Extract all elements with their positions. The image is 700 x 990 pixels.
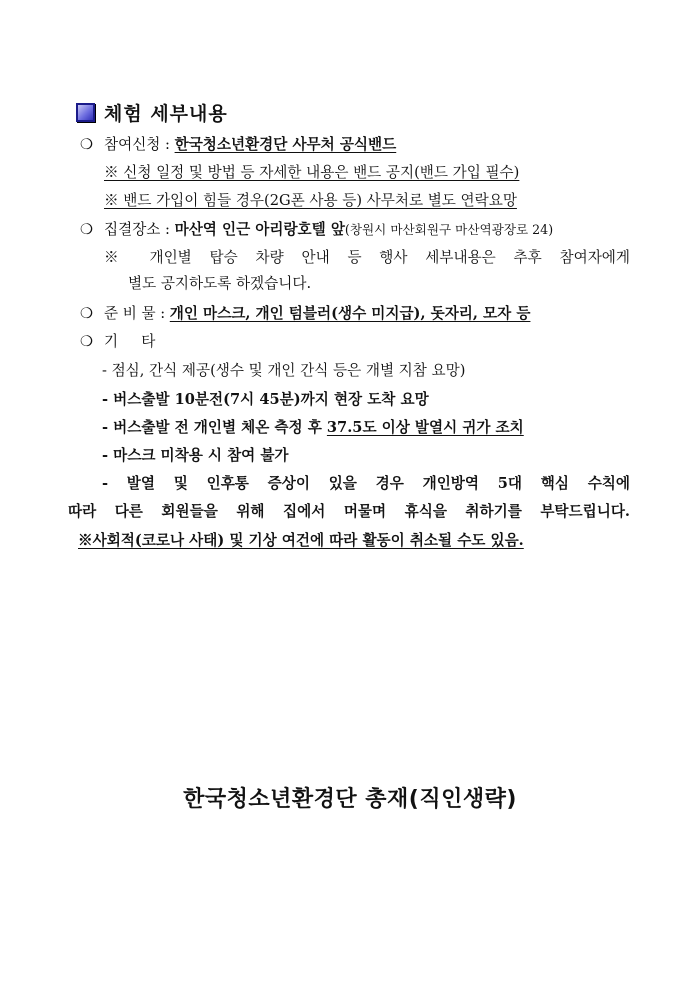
section-heading — [76, 99, 228, 126]
etc-item-mask: - 마스크 미착용 시 참여 불가 — [102, 447, 289, 464]
supplies-line — [80, 304, 530, 324]
etc-item-temperature — [102, 418, 524, 438]
meeting-address: (창원시 마산회원구 마산역광장로 24) — [344, 222, 554, 237]
meeting-line — [80, 220, 553, 240]
etc-line — [80, 332, 155, 352]
meeting-label: 집결장소 : — [104, 221, 175, 238]
organization-signature: 한국청소년환경단 총재(직인생략) — [183, 787, 517, 812]
meeting-note-2: 별도 공지하도록 하겠습니다. — [128, 275, 312, 292]
circle-bullet-icon: ❍ — [80, 333, 94, 350]
etc-item-symptoms-1: - 발열 및 인후통 증상이 있을 경우 개인방역 5대 핵심 수칙에 — [102, 475, 630, 492]
section-title: 체험 세부내용 — [104, 103, 228, 125]
etc-item-lunch: - 점심, 간식 제공(생수 및 개인 간식 등은 개별 지참 요망) — [102, 362, 466, 379]
circle-bullet-icon: ❍ — [80, 305, 94, 322]
meeting-value: 마산역 인근 아리랑호텔 앞 — [174, 221, 345, 238]
registration-line — [80, 135, 396, 155]
circle-bullet-icon: ❍ — [80, 221, 94, 238]
supplies-value: 개인 마스크, 개인 텀블러(생수 미지급), 돗자리, 모자 등 — [169, 305, 531, 322]
etc-item-symptoms-2: 따라 다른 회원들을 위해 집에서 머물며 휴식을 취하기를 부탁드립니다. — [68, 503, 630, 520]
temperature-threshold: 37.5도 이상 발열시 귀가 조치 — [326, 419, 524, 436]
temperature-prefix: - 버스출발 전 개인별 체온 측정 후 — [102, 419, 327, 436]
registration-note-2: ※ 밴드 가입이 힘들 경우(2G폰 사용 등) 사무처로 별도 연락요망 — [104, 192, 517, 209]
etc-item-arrival: - 버스출발 10분전(7시 45분)까지 현장 도착 요망 — [102, 391, 429, 408]
cancellation-notice: ※사회적(코로나 사태) 및 기상 여건에 따라 활동이 취소될 수도 있음. — [78, 532, 524, 549]
meeting-note-1: ※ 개인별 탑승 차량 안내 등 행사 세부내용은 추후 참여자에게 — [104, 249, 630, 266]
supplies-label: 준 비 물 : — [104, 305, 170, 322]
blue-square-bullet-icon — [76, 103, 95, 122]
registration-label: 참여신청 : — [104, 136, 175, 153]
registration-value: 한국청소년환경단 사무처 공식밴드 — [174, 136, 397, 153]
etc-label: 기 타 — [104, 333, 156, 350]
circle-bullet-icon: ❍ — [80, 136, 94, 153]
registration-note-1: ※ 신청 일정 및 방법 등 자세한 내용은 밴드 공지(밴드 가입 필수) — [104, 164, 520, 181]
